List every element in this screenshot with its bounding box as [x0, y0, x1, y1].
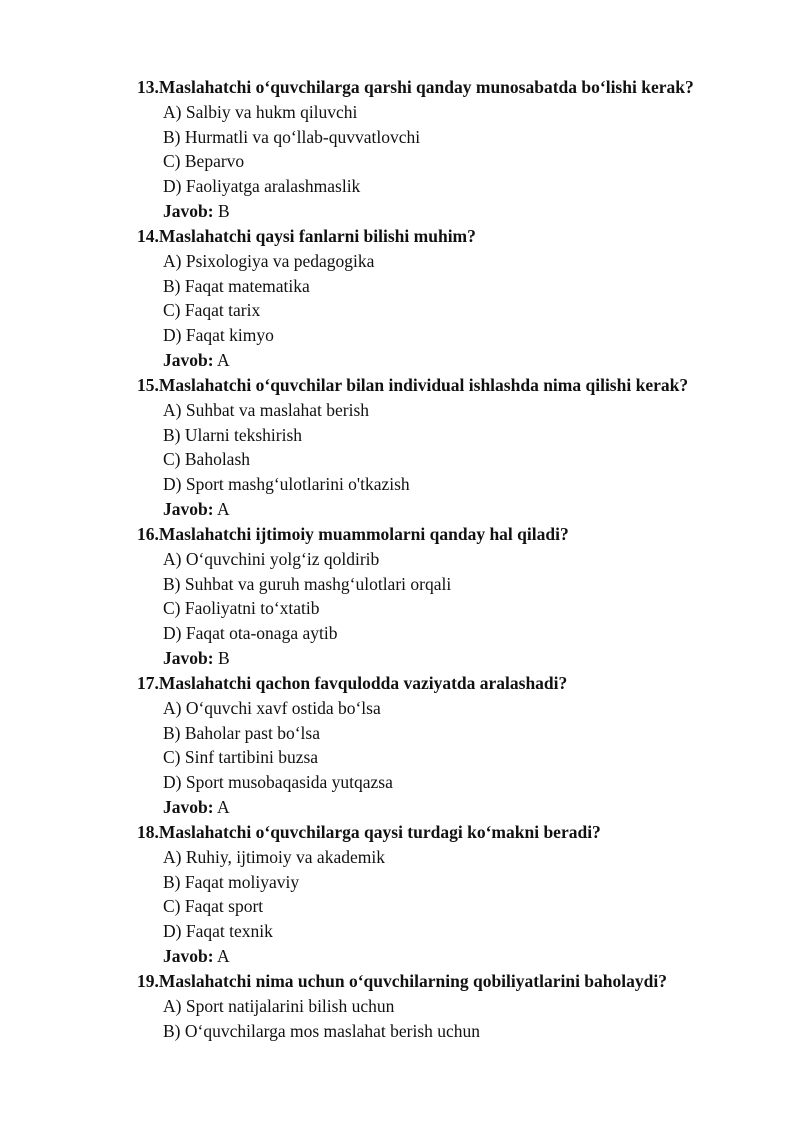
answer-line	[163, 348, 230, 373]
question-text: Maslahatchi qachon favqulodda vaziyatda aralashadi?	[158, 673, 568, 693]
question-text: Maslahatchi nima uchun o‘quvchilarning qobiliyatlarini baholaydi?	[158, 971, 667, 991]
question-number: 18.	[137, 822, 159, 842]
question-text: Maslahatchi o‘quvchilar bilan individual ishlashda nima qilishi kerak?	[158, 375, 689, 395]
question-number: 13.	[137, 77, 159, 97]
question-heading	[137, 820, 601, 845]
option-d: D) Sport musobaqasida yutqazsa	[163, 772, 393, 793]
question-heading	[137, 671, 567, 696]
option-c: C) Faoliyatni to‘xtatib	[163, 598, 320, 619]
answer-label: Javob:	[163, 201, 214, 221]
question-text: Maslahatchi ijtimoiy muammolarni qanday hal qiladi?	[158, 524, 569, 544]
question-number: 17.	[137, 673, 159, 693]
answer-value: A	[216, 946, 230, 966]
answer-value: A	[216, 797, 230, 817]
question-heading	[137, 522, 569, 547]
option-b: B) Hurmatli va qo‘llab-quvvatlovchi	[163, 126, 421, 147]
option-b: B) Suhbat va guruh mashg‘ulotlari orqali	[163, 573, 452, 594]
answer-label: Javob:	[163, 946, 214, 966]
answer-line	[163, 497, 230, 522]
answer-line	[163, 795, 230, 820]
option-a: A) Psixologiya va pedagogika	[163, 250, 375, 271]
question-heading	[137, 969, 667, 994]
option-a: A) Sport natijalarini bilish uchun	[163, 995, 395, 1016]
option-c: C) Faqat tarix	[163, 300, 261, 321]
answer-label: Javob:	[163, 350, 214, 370]
option-c: C) Beparvo	[163, 151, 245, 172]
question-number: 16.	[137, 524, 159, 544]
option-a: A) Suhbat va maslahat berish	[163, 399, 370, 420]
answer-value: B	[217, 648, 230, 668]
option-d: D) Faqat kimyo	[163, 325, 274, 346]
answer-line	[163, 199, 230, 224]
answer-label: Javob:	[163, 499, 214, 519]
option-d: D) Faqat ota-onaga aytib	[163, 623, 338, 644]
answer-value: A	[216, 350, 230, 370]
answer-line	[163, 646, 230, 671]
option-b: B) Ularni tekshirish	[163, 424, 303, 445]
option-b: B) Faqat moliyaviy	[163, 871, 300, 892]
option-a: A) O‘quvchini yolg‘iz qoldirib	[163, 548, 380, 569]
option-a: A) O‘quvchi xavf ostida bo‘lsa	[163, 697, 381, 718]
question-number: 14.	[137, 226, 159, 246]
question-heading	[137, 224, 476, 249]
option-a: A) Salbiy va hukm qiluvchi	[163, 101, 358, 122]
answer-label: Javob:	[163, 648, 214, 668]
answer-value: B	[217, 201, 230, 221]
answer-value: A	[216, 499, 230, 519]
option-b: B) Faqat matematika	[163, 275, 310, 296]
option-d: D) Sport mashg‘ulotlarini o'tkazish	[163, 474, 410, 495]
option-c: C) Baholash	[163, 449, 251, 470]
question-text: Maslahatchi o‘quvchilarga qaysi turdagi ko‘makni beradi?	[158, 822, 601, 842]
option-b: B) Baholar past bo‘lsa	[163, 722, 320, 743]
question-number: 19.	[137, 971, 159, 991]
question-heading	[137, 75, 694, 100]
option-c: C) Sinf tartibini buzsa	[163, 747, 319, 768]
answer-label: Javob:	[163, 797, 214, 817]
question-heading	[137, 373, 688, 398]
option-a: A) Ruhiy, ijtimoiy va akademik	[163, 846, 385, 867]
question-text: Maslahatchi o‘quvchilarga qarshi qanday munosabatda bo‘lishi kerak?	[158, 77, 694, 97]
option-d: D) Faoliyatga aralashmaslik	[163, 176, 361, 197]
option-d: D) Faqat texnik	[163, 921, 273, 942]
option-b: B) O‘quvchilarga mos maslahat berish uchun	[163, 1020, 481, 1041]
option-c: C) Faqat sport	[163, 896, 264, 917]
question-number: 15.	[137, 375, 159, 395]
question-text: Maslahatchi qaysi fanlarni bilishi muhim?	[158, 226, 476, 246]
answer-line	[163, 944, 230, 969]
